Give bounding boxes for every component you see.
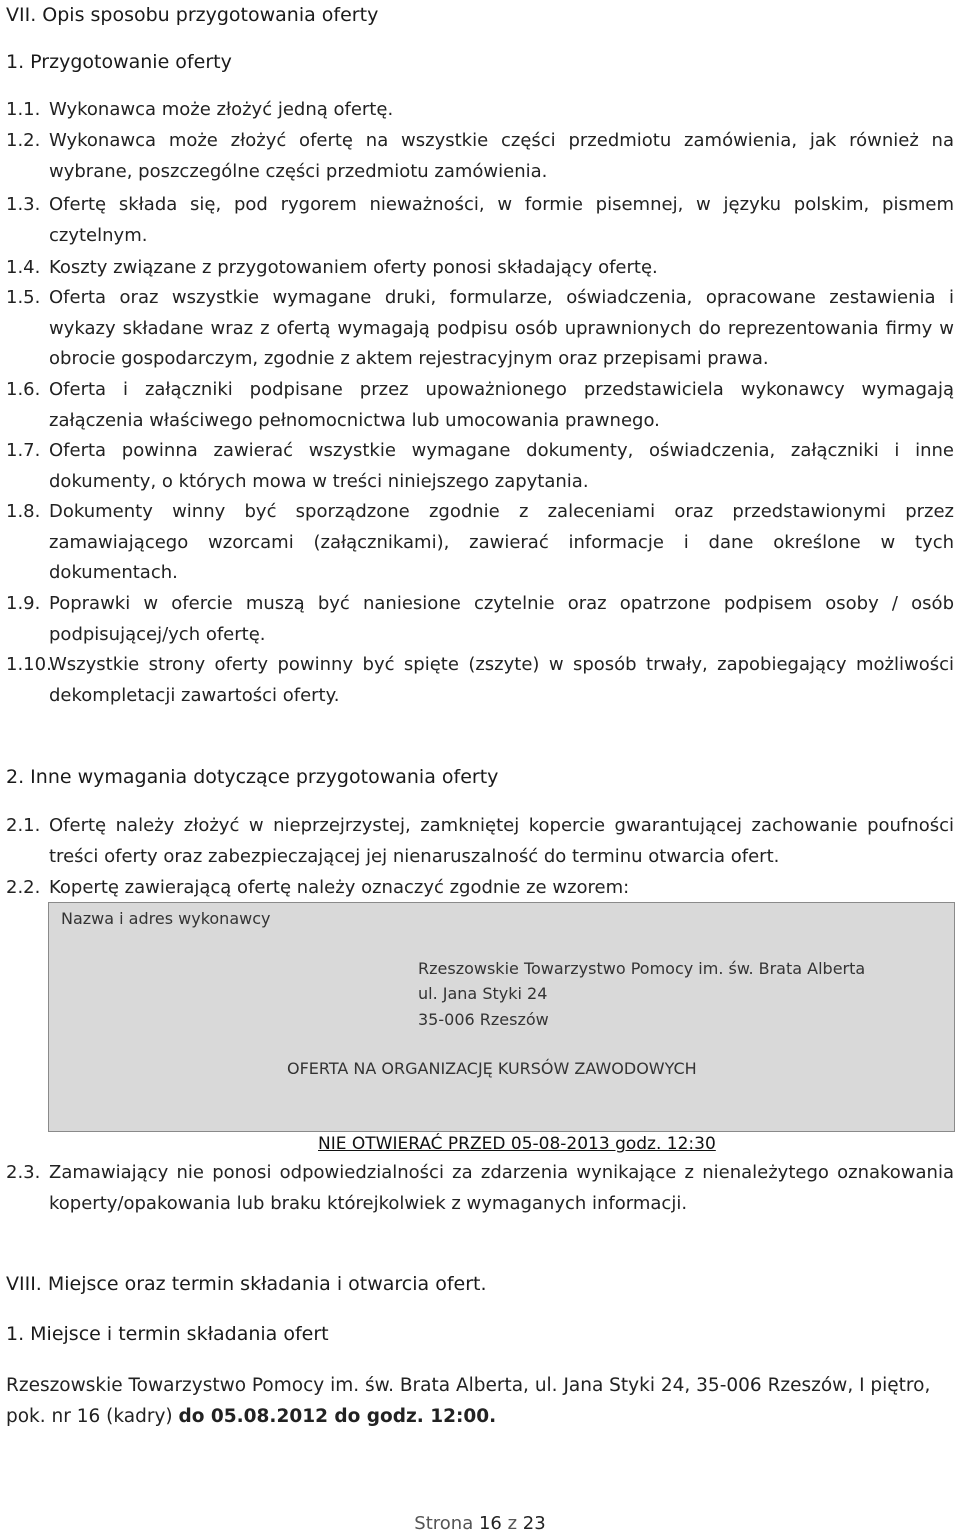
item-text: Kopertę zawierającą ofertę należy oznaczyć zgodnie ze wzorem: — [49, 877, 630, 898]
section-title: VII. Opis sposobu przygotowania oferty — [6, 4, 379, 26]
list-item — [6, 589, 954, 650]
subsection-title: 2. Inne wymagania dotyczące przygotowania oferty — [6, 766, 499, 788]
list-item — [6, 873, 954, 904]
list-item — [6, 650, 954, 711]
item-text: Ofertę składa się, pod rygorem nieważności, w formie pisemnej, w języku polskim, pismem czytelnym. — [49, 194, 954, 246]
item-number: 1.4. — [6, 257, 41, 278]
list-item — [6, 811, 954, 872]
item-text: Wszystkie strony oferty powinny być spięte (zszyte) w sposób trwały, zapobiegający możliwości dekompletacji zawartości oferty. — [49, 654, 954, 706]
envelope-recipient-city: 35-006 Rzeszów — [418, 1010, 549, 1029]
item-text: Oferta oraz wszystkie wymagane druki, formularze, oświadczenia, opracowane zestawienia i wykazy składane wraz z ofertą wymagają podpisu osób uprawnionych do reprezentowania firmy w obrocie gospodarczym, zgodnie z aktem rejestracyjnym oraz przepisami prawa. — [49, 287, 954, 369]
subsection-title: 1. Przygotowanie oferty — [6, 51, 232, 73]
item-number: 1.8. — [6, 501, 41, 522]
submission-deadline: do 05.08.2012 do godz. 12:00. — [178, 1406, 497, 1427]
item-text: Oferta powinna zawierać wszystkie wymagane dokumenty, oświadczenia, załączniki i inne dokumenty, o których mowa w treści niniejszego zapytania. — [49, 440, 954, 492]
subsection-title: 1. Miejsce i termin składania ofert — [6, 1323, 329, 1345]
envelope-warning: NIE OTWIERAĆ PRZED 05-08-2013 godz. 12:30 — [318, 1134, 716, 1154]
item-text: Ofertę należy złożyć w nieprzejrzystej, zamkniętej kopercie gwarantującej zachowanie poufności treści oferty oraz zabezpieczającej jej nienaruszalność do terminu otwarcia ofert. — [49, 815, 954, 867]
list-item — [6, 497, 954, 589]
envelope-offer-label: OFERTA NA ORGANIZACJĘ KURSÓW ZAWODOWYCH — [287, 1059, 697, 1078]
item-number: 2.2. — [6, 877, 41, 898]
page-number-total: 23 — [522, 1513, 546, 1534]
item-number: 1.7. — [6, 440, 41, 461]
item-number: 1.1. — [6, 99, 41, 120]
list-item — [6, 375, 954, 436]
item-number: 1.5. — [6, 287, 41, 308]
page-number-prefix: Strona — [414, 1513, 479, 1534]
item-text: Dokumenty winny być sporządzone zgodnie z zaleceniami oraz przedstawionymi przez zamawiającego wzorcami (załącznikami), zawierać informacje i dane określone w tych dokumentach. — [49, 501, 954, 583]
item-number: 2.3. — [6, 1162, 41, 1183]
item-number: 2.1. — [6, 815, 41, 836]
section-title: VIII. Miejsce oraz termin składania i otwarcia ofert. — [6, 1273, 487, 1295]
item-number: 1.2. — [6, 130, 41, 151]
item-text: Zamawiający nie ponosi odpowiedzialności za zdarzenia wynikające z nienależytego oznakowania koperty/opakowania lub braku którejkolwiek z wymaganych informacji. — [49, 1162, 954, 1214]
list-item — [6, 253, 954, 284]
page-number — [0, 1513, 960, 1534]
envelope-sender: Nazwa i adres wykonawcy — [61, 909, 271, 928]
list-item — [6, 436, 954, 497]
list-item — [6, 190, 954, 251]
page-number-middle: z — [501, 1513, 523, 1534]
envelope-template — [48, 902, 955, 1132]
item-number: 1.9. — [6, 593, 41, 614]
item-text: Oferta i załączniki podpisane przez upoważnionego przedstawiciela wykonawcy wymagają załączenia właściwego pełnomocnictwa lub umocowania prawnego. — [49, 379, 954, 431]
item-number: 1.6. — [6, 379, 41, 400]
item-text: Wykonawca może złożyć jedną ofertę. — [49, 99, 394, 120]
item-text: Poprawki w ofercie muszą być naniesione czytelnie oraz opatrzone podpisem osoby / osób podpisującej/ych ofertę. — [49, 593, 954, 645]
submission-address: Rzeszowskie Towarzystwo Pomocy im. św. Brata Alberta, ul. Jana Styki 24, 35-006 Rzeszów, I piętro, pok. nr 16 (kadry) — [6, 1375, 931, 1427]
item-number: 1.10. — [6, 654, 52, 675]
page-number-current: 16 — [478, 1513, 502, 1534]
item-text: Koszty związane z przygotowaniem oferty ponosi składający ofertę. — [49, 257, 658, 278]
envelope-recipient-street: ul. Jana Styki 24 — [418, 984, 548, 1003]
list-item — [6, 95, 954, 126]
list-item — [6, 1158, 954, 1219]
list-item — [6, 283, 954, 375]
envelope-recipient-name: Rzeszowskie Towarzystwo Pomocy im. św. Brata Alberta — [418, 959, 866, 978]
item-number: 1.3. — [6, 194, 41, 215]
list-item — [6, 126, 954, 187]
item-text: Wykonawca może złożyć ofertę na wszystkie części przedmiotu zamówienia, jak również na wybrane, poszczególne części przedmiotu zamówienia. — [49, 130, 954, 182]
submission-place-paragraph — [6, 1370, 956, 1432]
